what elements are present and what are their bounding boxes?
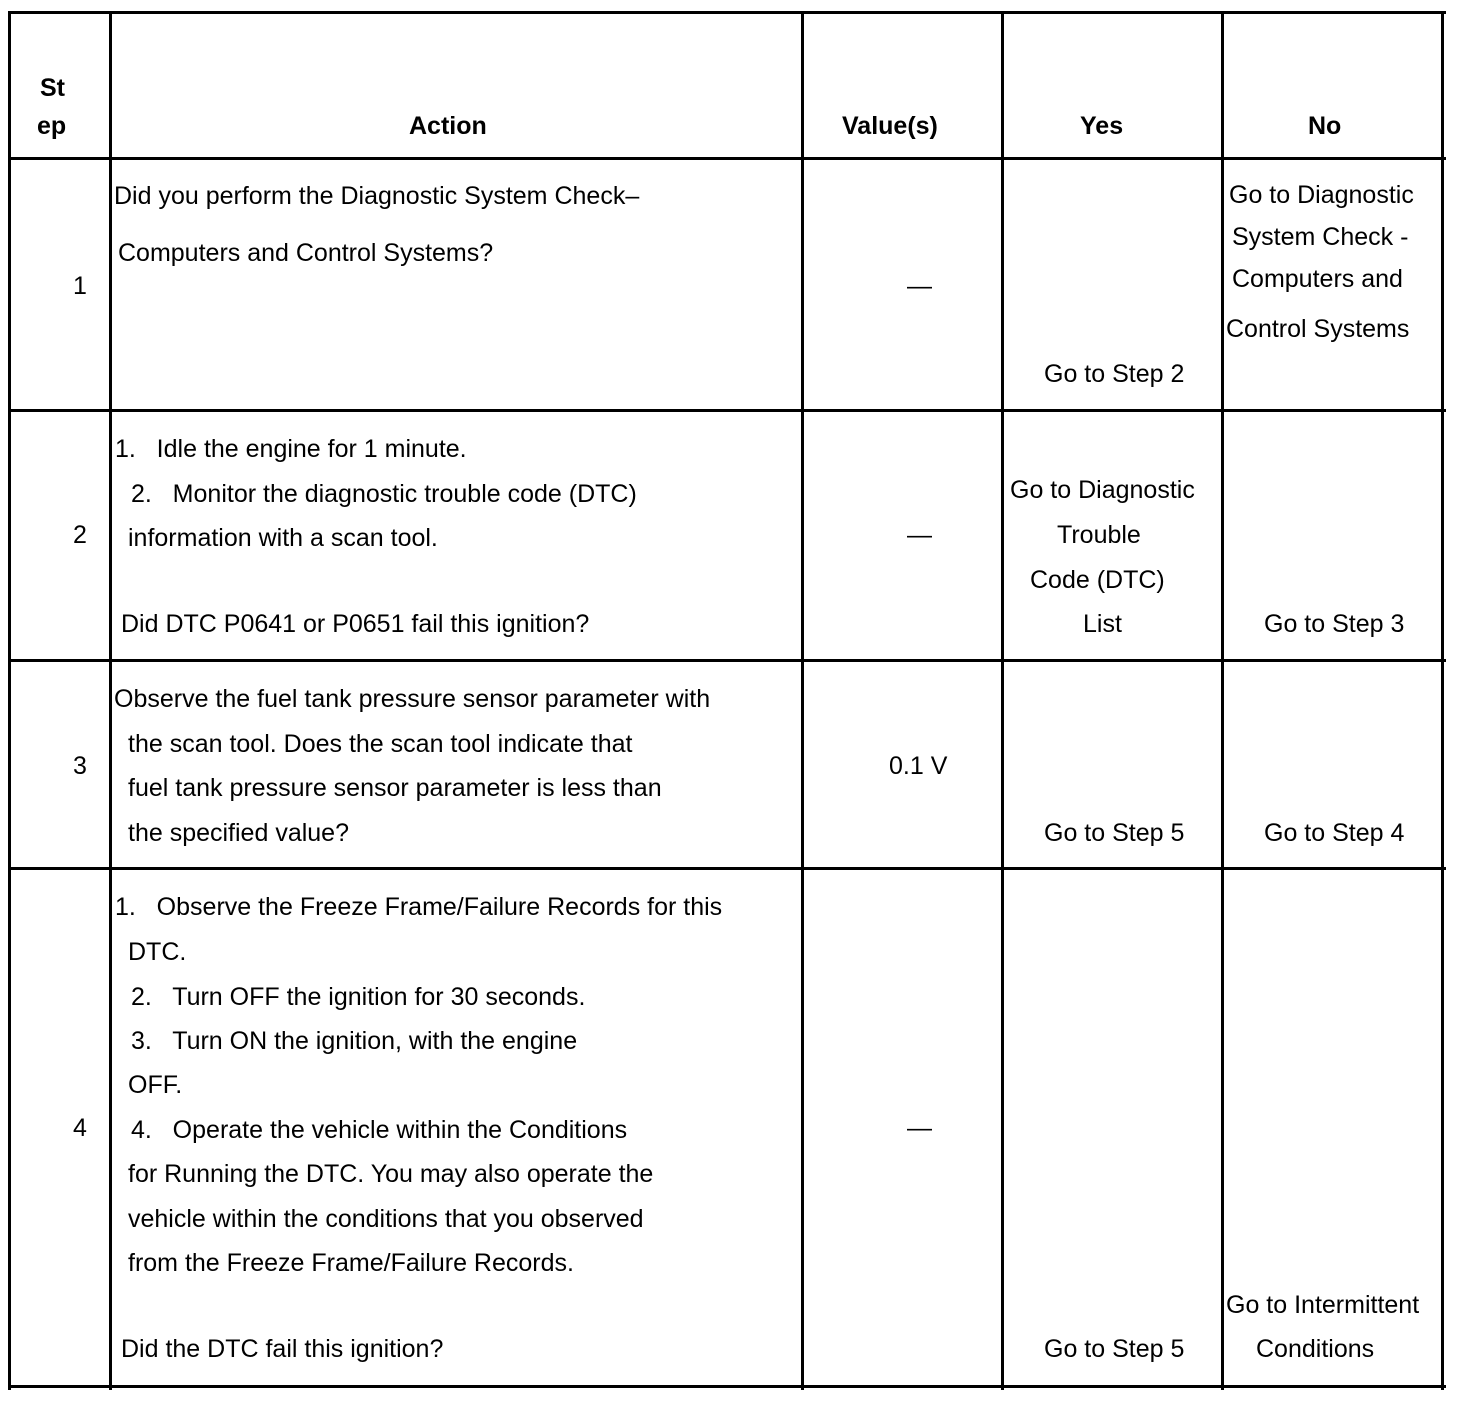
table-border-right bbox=[1441, 12, 1444, 1390]
action-text: OFF. bbox=[128, 1071, 183, 1099]
header-values: Value(s) bbox=[842, 112, 938, 140]
no-text: System Check - bbox=[1232, 223, 1409, 251]
header-step: ep bbox=[37, 112, 67, 140]
step-number: 2 bbox=[73, 521, 87, 549]
action-text: fuel tank pressure sensor parameter is less than bbox=[128, 774, 662, 802]
action-text: Did the DTC fail this ignition? bbox=[121, 1335, 444, 1363]
no-text: Computers and bbox=[1232, 265, 1403, 293]
no-text: Go to Step 3 bbox=[1264, 610, 1405, 638]
action-text: 1. Observe the Freeze Frame/Failure Records for this bbox=[115, 893, 723, 921]
action-text: 3. Turn ON the ignition, with the engine bbox=[131, 1027, 578, 1055]
row-divider bbox=[8, 867, 1446, 870]
table-border-bottom bbox=[8, 1385, 1446, 1388]
action-text: Did you perform the Diagnostic System Check– bbox=[114, 182, 640, 210]
action-text: Computers and Control Systems? bbox=[118, 239, 494, 267]
header-no: No bbox=[1308, 112, 1342, 140]
value-text: — bbox=[907, 521, 932, 549]
step-number: 3 bbox=[73, 752, 87, 780]
row-divider bbox=[8, 409, 1446, 412]
yes-text: Go to Step 5 bbox=[1044, 819, 1185, 847]
action-text: vehicle within the conditions that you observed bbox=[128, 1205, 644, 1233]
no-text: Go to Diagnostic bbox=[1229, 181, 1414, 209]
action-text: the specified value? bbox=[128, 819, 349, 847]
column-divider bbox=[801, 12, 804, 1390]
column-divider bbox=[1001, 12, 1004, 1390]
value-text: — bbox=[907, 1114, 932, 1142]
no-text: Go to Intermittent bbox=[1226, 1291, 1420, 1319]
header-divider bbox=[8, 157, 1446, 160]
action-text: 2. Turn OFF the ignition for 30 seconds. bbox=[131, 983, 586, 1011]
yes-text: Go to Diagnostic bbox=[1010, 476, 1195, 504]
column-divider bbox=[109, 12, 112, 1390]
row-divider bbox=[8, 659, 1446, 662]
action-text: from the Freeze Frame/Failure Records. bbox=[128, 1249, 574, 1277]
header-action: Action bbox=[409, 112, 487, 140]
table-border-top bbox=[8, 11, 1446, 14]
yes-text: Trouble bbox=[1057, 521, 1141, 549]
yes-text: Go to Step 2 bbox=[1044, 360, 1185, 388]
action-text: Observe the fuel tank pressure sensor parameter with bbox=[114, 685, 711, 713]
action-text: 2. Monitor the diagnostic trouble code (DTC) bbox=[131, 480, 637, 508]
action-text: information with a scan tool. bbox=[128, 524, 438, 552]
no-text: Control Systems bbox=[1226, 315, 1410, 343]
action-text: Did DTC P0641 or P0651 fail this ignition? bbox=[121, 610, 590, 638]
value-text: — bbox=[907, 272, 932, 300]
action-text: 4. Operate the vehicle within the Conditions bbox=[131, 1116, 628, 1144]
yes-text: List bbox=[1083, 610, 1122, 638]
yes-text: Code (DTC) bbox=[1030, 566, 1165, 594]
header-yes: Yes bbox=[1080, 112, 1124, 140]
no-text: Go to Step 4 bbox=[1264, 819, 1405, 847]
step-number: 1 bbox=[73, 272, 87, 300]
value-text: 0.1 V bbox=[889, 752, 948, 780]
header-step: St bbox=[40, 74, 65, 102]
no-text: Conditions bbox=[1256, 1335, 1375, 1363]
action-text: 1. Idle the engine for 1 minute. bbox=[115, 435, 467, 463]
column-divider bbox=[1221, 12, 1224, 1390]
table-border-left bbox=[8, 12, 11, 1390]
yes-text: Go to Step 5 bbox=[1044, 1335, 1185, 1363]
action-text: the scan tool. Does the scan tool indicate that bbox=[128, 730, 633, 758]
step-number: 4 bbox=[73, 1114, 87, 1142]
action-text: for Running the DTC. You may also operate the bbox=[128, 1160, 654, 1188]
action-text: DTC. bbox=[128, 938, 187, 966]
